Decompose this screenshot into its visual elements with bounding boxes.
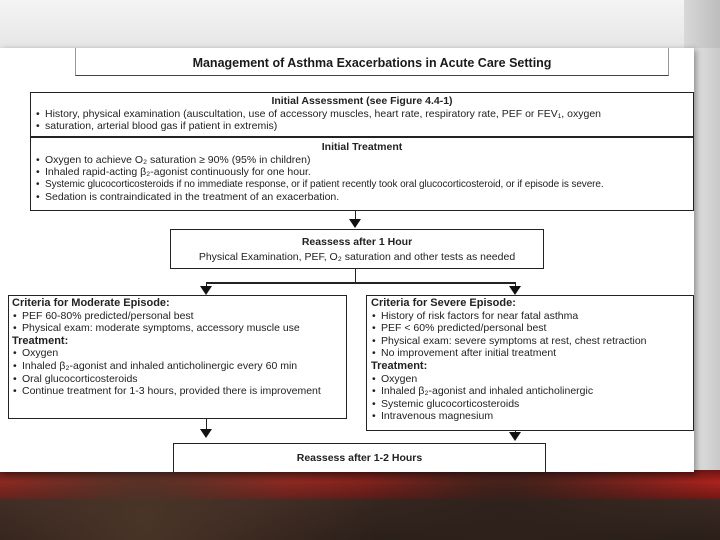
moderate-treatment-heading: Treatment: <box>12 334 69 347</box>
list-item: • PEF 60-80% predicted/personal best <box>12 310 343 323</box>
arrow-down-icon <box>200 429 212 438</box>
list-item: • Continue treatment for 1-3 hours, provided there is improvement <box>12 385 343 398</box>
list-item: • Physical exam: severe symptoms at rest, chest retraction <box>371 335 689 348</box>
arrow-down-icon <box>509 432 521 441</box>
arrow-down-icon <box>509 286 521 295</box>
title-box <box>75 48 669 76</box>
branch-line <box>206 282 516 284</box>
moderate-episode-box <box>8 295 347 419</box>
list-item: • History, physical examination (auscultation, use of accessory muscles, heart rate, respiratory rate, PEF or FEV₁, oxygen <box>35 108 693 121</box>
list-item: • Inhaled β₂-agonist and inhaled anticholinergic <box>371 385 689 398</box>
severe-criteria-heading: Criteria for Severe Episode: <box>371 297 516 309</box>
initial-assessment-heading: Initial Assessment (see Figure 4.4-1) <box>271 95 453 107</box>
flowchart-image <box>0 48 694 472</box>
list-item: • Systemic glucocorticosteroids <box>371 398 689 411</box>
list-item: • Oxygen <box>371 373 689 386</box>
diagram-title: Management of Asthma Exacerbations in Acute Care Setting <box>192 56 552 70</box>
list-item: • Sedation is contraindicated in the treatment of an exacerbation. <box>35 191 693 204</box>
reassess-1h-heading: Reassess after 1 Hour <box>301 236 413 248</box>
severe-episode-box <box>366 295 694 431</box>
slide-background-right <box>694 48 720 470</box>
severe-treatment-heading: Treatment: <box>371 359 428 372</box>
list-item: • Physical exam: moderate symptoms, accessory muscle use <box>12 322 343 335</box>
list-item <box>35 120 693 133</box>
list-item: • No improvement after initial treatment <box>371 347 689 360</box>
arrow-down-icon <box>349 219 361 228</box>
slide-background-corner <box>684 0 720 48</box>
reassess-1h-box <box>170 229 544 269</box>
arrow-down-icon <box>200 286 212 295</box>
list-item-continued: saturation, arterial blood gas if patient in extremis) <box>45 120 278 133</box>
initial-assessment-box <box>30 92 694 137</box>
list-item: • PEF < 60% predicted/personal best <box>371 322 689 335</box>
moderate-criteria-heading: Criteria for Moderate Episode: <box>12 297 170 309</box>
reassess-1h-text: Physical Examination, PEF, O₂ saturation and other tests as needed <box>198 250 516 263</box>
list-item: • Inhaled β₂-agonist and inhaled anticholinergic every 60 min <box>12 360 343 373</box>
reassess-2h-box <box>173 443 546 472</box>
list-item: • History of risk factors for near fatal asthma <box>371 310 689 323</box>
slide-background-top <box>0 0 720 48</box>
list-item: • Systemic glucocorticosteroids if no immediate response, or if patient recently took oral glucocorticosteroid, or if episode is severe. <box>35 179 693 192</box>
list-item: • Oxygen to achieve O₂ saturation ≥ 90% (95% in children) <box>35 154 693 167</box>
connector-line <box>355 269 356 283</box>
list-item: • Oral glucocorticosteroids <box>12 373 343 386</box>
initial-treatment-box <box>30 137 694 211</box>
list-item: • Intravenous magnesium <box>371 410 689 423</box>
reassess-2h-heading: Reassess after 1-2 Hours <box>296 452 423 464</box>
slide-background-bottom <box>0 470 720 540</box>
list-item: • Oxygen <box>12 347 343 360</box>
initial-treatment-heading: Initial Treatment <box>321 141 403 153</box>
list-item: • Inhaled rapid-acting β₂-agonist continuously for one hour. <box>35 166 693 179</box>
